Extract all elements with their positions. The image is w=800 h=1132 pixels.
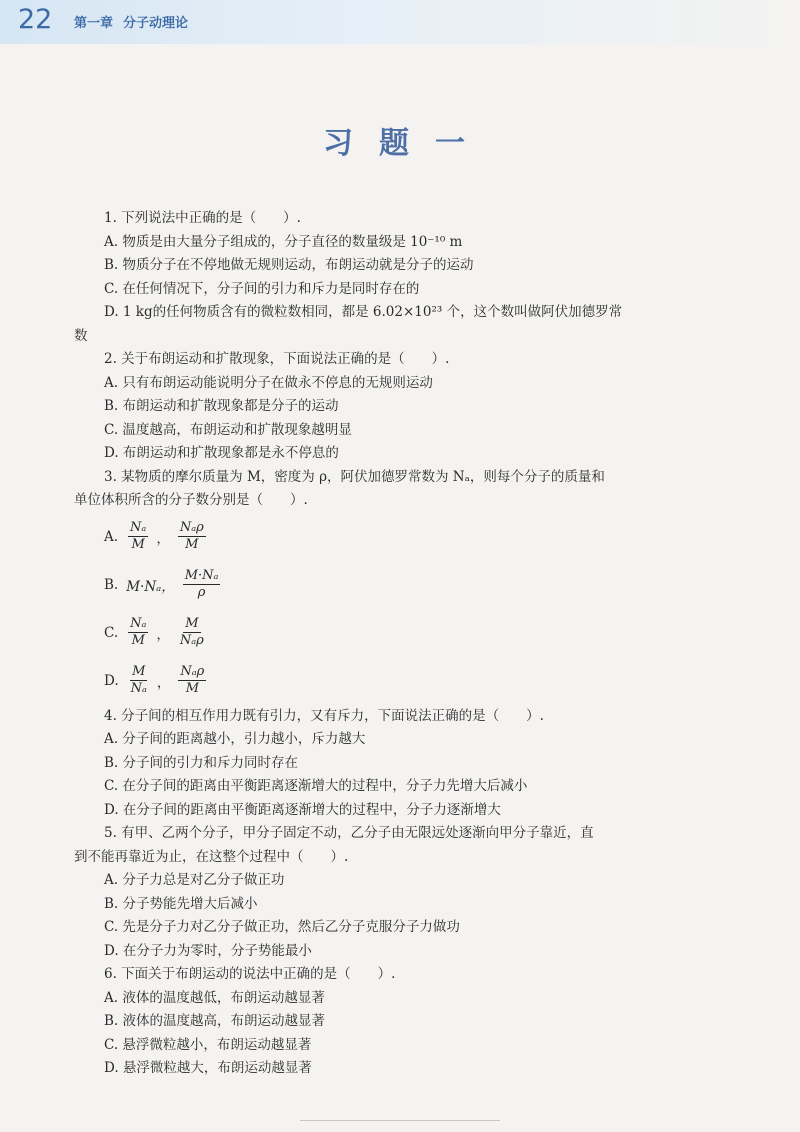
question-1-option-d: D. 1 kg的任何物质含有的微粒数相同，都是 6.02×10²³ 个，这个数叫做阿伏加德罗常 — [104, 304, 623, 320]
question-5-stem: 5. 有甲、乙两个分子，甲分子固定不动，乙分子由无限远处逐渐向甲分子靠近，直 — [104, 825, 594, 841]
question-5-option-a: A. 分子力总是对乙分子做正功 — [104, 872, 285, 888]
question-4-option-a: A. 分子间的距离越小，引力越小，斥力越大 — [104, 731, 366, 747]
exercise-list — [74, 207, 706, 1081]
separator: ， — [156, 626, 170, 643]
question-1-option-b: B. 物质分子在不停地做无规则运动，布朗运动就是分子的运动 — [104, 257, 474, 273]
question-2-option-d: D. 布朗运动和扩散现象都是永不停息的 — [104, 445, 339, 461]
chapter-heading — [74, 12, 188, 31]
question-3-option-a — [74, 513, 706, 561]
exercise-title: 习题一 — [323, 126, 491, 161]
question-6-option-d: D. 悬浮微粒越大，布朗运动越显著 — [104, 1060, 312, 1076]
question-5-option-d: D. 在分子力为零时，分子势能最小 — [104, 942, 312, 959]
fraction: $\frac{\text{Nₐρ}}{M}$ — [180, 664, 205, 696]
question-3-option-b — [74, 561, 706, 609]
question-1-option-d-continued: 数 — [74, 327, 88, 344]
question-6-stem: 6. 下面关于布朗运动的说法中正确的是（ ）. — [104, 966, 396, 982]
question-4-option-b: B. 分子间的引力和斥力同时存在 — [104, 754, 299, 771]
fraction: $\frac{\text{Nₐ}}{M}$ — [130, 520, 147, 552]
question-5-option-b: B. 分子势能先增大后减小 — [104, 895, 258, 912]
option-label: C. — [104, 624, 119, 641]
fraction: $\frac{M}{\text{Nₐ}}$ — [130, 664, 147, 696]
question-6-option-a: A. 液体的温度越低，布朗运动越显著 — [104, 989, 325, 1006]
question-3-stem-continued: 单位体积所含的分子数分别是（ ）. — [74, 492, 308, 508]
question-3-option-c — [74, 609, 706, 657]
page-number: 22 — [18, 4, 53, 35]
option-label: B. — [104, 576, 119, 593]
question-2-option-a: A. 只有布朗运动能说明分子在做永不停息的无规则运动 — [104, 374, 433, 391]
question-3-option-d — [74, 657, 706, 705]
expression: M·Nₐ， — [126, 578, 175, 595]
chapter-title: 分子动理论 — [123, 16, 189, 31]
option-label: D. — [104, 672, 119, 689]
question-1-option-a: A. 物质是由大量分子组成的，分子直径的数量级是 10⁻¹⁰ m — [104, 233, 463, 250]
chapter-label: 第一章 — [74, 16, 114, 31]
question-5-option-c: C. 先是分子力对乙分子做正功，然后乙分子克服分子力做功 — [104, 919, 460, 935]
question-4-option-c: C. 在分子间的距离由平衡距离逐渐增大的过程中，分子力先增大后减小 — [104, 778, 528, 794]
question-6-option-c: C. 悬浮微粒越小，布朗运动越显著 — [104, 1036, 312, 1053]
fraction: $\frac{\text{Nₐρ}}{M}$ — [179, 520, 204, 552]
fraction: $\frac{M}{\text{Nₐρ}}$ — [179, 616, 204, 648]
question-1-option-c: C. 在任何情况下，分子间的引力和斥力是同时存在的 — [104, 280, 420, 297]
question-2-option-b: B. 布朗运动和扩散现象都是分子的运动 — [104, 398, 339, 414]
separator: ， — [156, 674, 171, 691]
option-label: A. — [104, 528, 119, 545]
separator: ， — [156, 530, 170, 547]
question-5-stem-continued: 到不能再靠近为止，在这整个过程中（ ）. — [74, 848, 349, 865]
question-2-stem: 2. 关于布朗运动和扩散现象，下面说法正确的是（ ）. — [104, 351, 450, 367]
fraction: $\frac{\text{M·Nₐ}}{\rho}$ — [184, 568, 219, 600]
question-1-stem: 1. 下列说法中正确的是（ ）. — [104, 210, 301, 226]
question-2-option-c: C. 温度越高，布朗运动和扩散现象越明显 — [104, 421, 352, 438]
question-4-option-d: D. 在分子间的距离由平衡距离逐渐增大的过程中，分子力逐渐增大 — [104, 801, 501, 818]
footer-divider — [300, 1120, 500, 1121]
question-6-option-b: B. 液体的温度越高，布朗运动越显著 — [104, 1013, 326, 1029]
fraction: $\frac{\text{Nₐ}}{M}$ — [130, 616, 147, 648]
page-header — [0, 0, 800, 44]
question-3-stem: 3. 某物质的摩尔质量为 M，密度为 ρ，阿伏加德罗常数为 Nₐ，则每个分子的质量和 — [104, 468, 605, 485]
question-4-stem: 4. 分子间的相互作用力既有引力，又有斥力，下面说法正确的是（ ）. — [104, 707, 544, 724]
